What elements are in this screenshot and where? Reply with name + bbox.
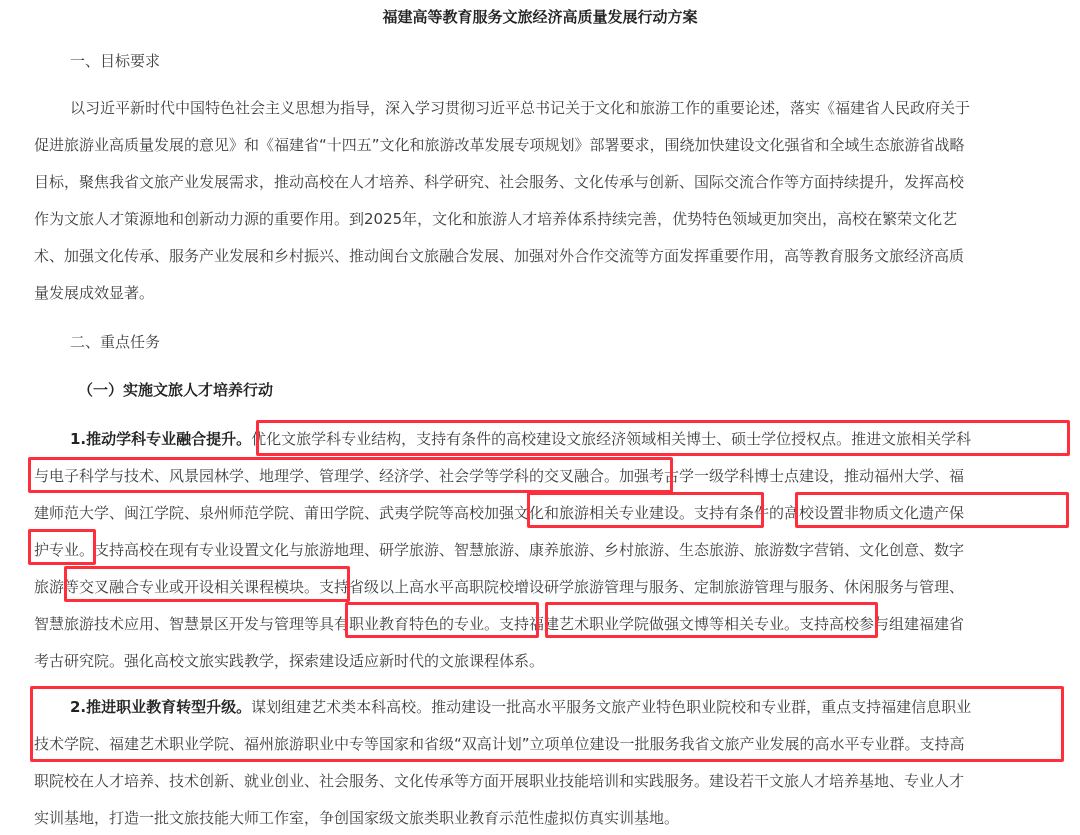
paragraph-line (70, 692, 971, 722)
item1-lead: 1.推动学科专业融合提升。 (70, 430, 252, 448)
paragraph-line: 术、加强文化传承、服务产业发展和乡村振兴、推动闽台文旅融合发展、加强对外合作交流等方面发挥重要作用，高等教育服务文旅经济高质 (34, 247, 965, 265)
subsection-heading: （一）实施文旅人才培养行动 (78, 381, 274, 399)
paragraph-line: 目标，聚焦我省文旅产业发展需求，推动高校在人才培养、科学研究、社会服务、文化传承与创新、国际交流合作等方面持续提升，发挥高校 (34, 173, 965, 191)
paragraph-line: 量发展成效显著。 (34, 284, 155, 302)
paragraph-line: 促进旅游业高质量发展的意见》和《福建省“十四五”文化和旅游改革发展专项规划》部署要求，围绕加快建设文化强省和全域生态旅游省战略 (34, 136, 965, 154)
paragraph-line: 实训基地，打造一批文旅技能大师工作室，争创国家级文旅类职业教育示范性虚拟仿真实训基地。 (34, 809, 680, 827)
paragraph-line: 以习近平新时代中国特色社会主义思想为指导，深入学习贯彻习近平总书记关于文化和旅游工作的重要论述，落实《福建省人民政府关于 (70, 99, 971, 117)
paragraph-line: 作为文旅人才策源地和创新动力源的重要作用。到2025年，文化和旅游人才培养体系持续完善，优势特色领域更加突出，高校在繁荣文化艺 (34, 210, 958, 228)
item1-first-line: 优化文旅学科专业结构，支持有条件的高校建设文旅经济领域相关博士、硕士学位授权点。推进文旅相关学科 (251, 430, 972, 448)
item2-lead: 2.推进职业教育转型升级。 (70, 698, 252, 716)
section-heading-tasks: 二、重点任务 (70, 333, 161, 351)
paragraph-line: 护专业。支持高校在现有专业设置文化与旅游地理、研学旅游、智慧旅游、康养旅游、乡村旅游、生态旅游、旅游数字营销、文化创意、数字 (34, 541, 965, 559)
paragraph-line: 技术学院、福建艺术职业学院、福州旅游职业中专等国家和省级“双高计划”立项单位建设一批服务我省文旅产业发展的高水平专业群。支持高 (34, 735, 965, 753)
paragraph-line (70, 424, 971, 454)
paragraph-line: 旅游等交叉融合专业或开设相关课程模块。支持省级以上高水平高职院校增设研学旅游管理与服务、定制旅游管理与服务、休闲服务与管理、 (34, 578, 965, 596)
paragraph-line: 职院校在人才培养、技术创新、就业创业、社会服务、文化传承等方面开展职业技能培训和实践服务。建设若干文旅人才培养基地、专业人才 (34, 772, 965, 790)
item2-first-line: 谋划组建艺术类本科高校。推动建设一批高水平服务文旅产业特色职业院校和专业群，重点支持福建信息职业 (251, 698, 972, 716)
paragraph-line: 建师范大学、闽江学院、泉州师范学院、莆田学院、武夷学院等高校加强文化和旅游相关专业建设。支持有条件的高校设置非物质文化遗产保 (34, 504, 965, 522)
paragraph-line: 与电子科学与技术、风景园林学、地理学、管理学、经济学、社会学等学科的交叉融合。加强考古学一级学科博士点建设，推动福州大学、福 (34, 467, 965, 485)
section-heading-goals: 一、目标要求 (70, 52, 161, 70)
document-title: 福建高等教育服务文旅经济高质量发展行动方案 (382, 8, 698, 26)
paragraph-line: 智慧旅游技术应用、智慧景区开发与管理等具有职业教育特色的专业。支持福建艺术职业学院做强文博等相关专业。支持高校参与组建福建省 (34, 615, 965, 633)
paragraph-line: 考古研究院。强化高校文旅实践教学，探索建设适应新时代的文旅课程体系。 (34, 652, 545, 670)
